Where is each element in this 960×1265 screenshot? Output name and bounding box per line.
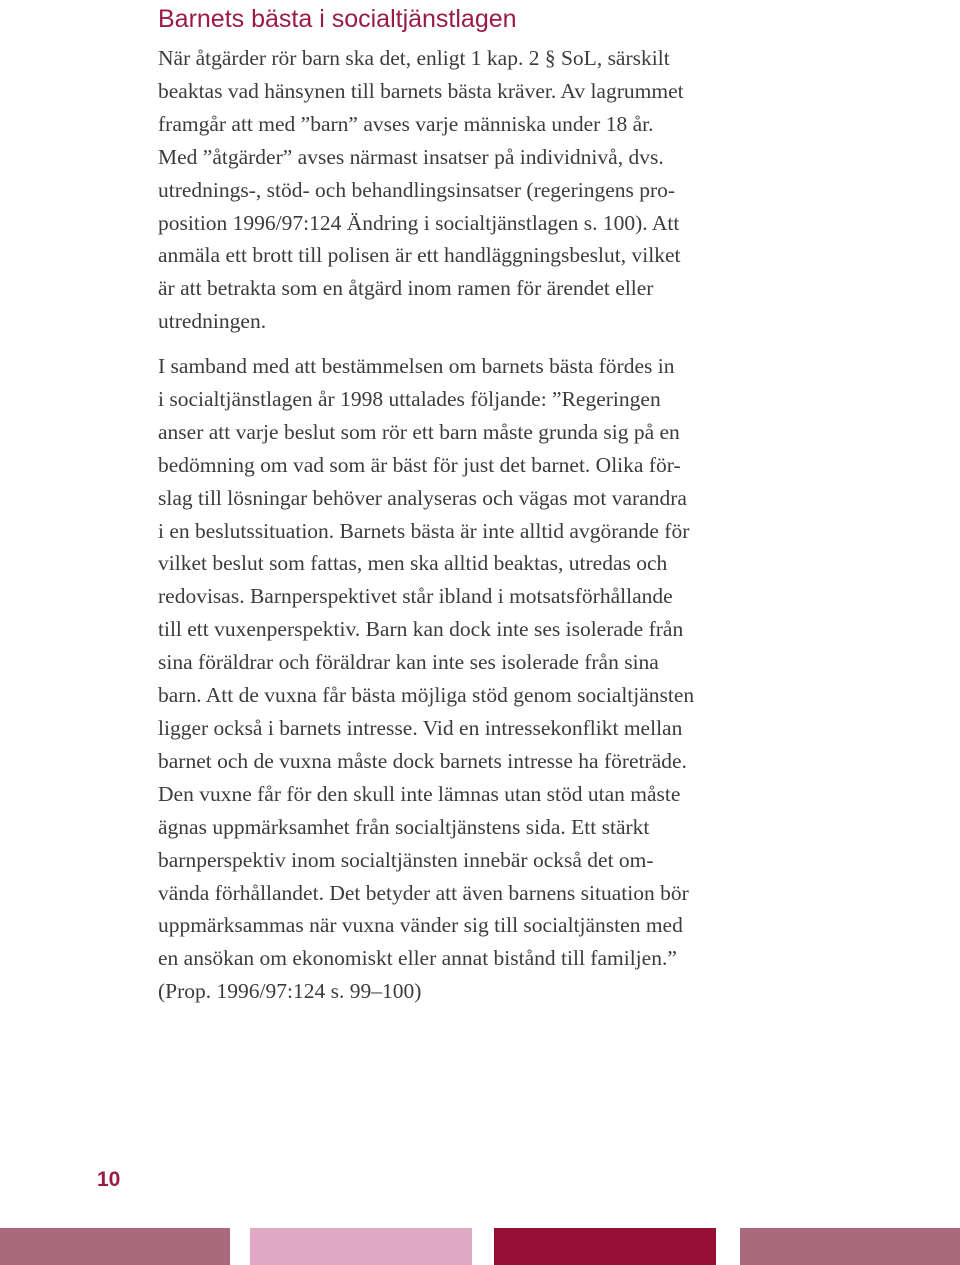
text-line: anser att varje beslut som rör ett barn måste grunda sig på en [158,419,680,444]
text-line: till ett vuxenperspektiv. Barn kan dock inte ses isolerade från [158,617,684,642]
text-line: uppmärksammas när vuxna vänder sig till socialtjänsten med [158,913,683,938]
text-line: sina föräldrar och föräldrar kan inte ses isolerade från sina [158,650,659,675]
text-line: framgår att med ”barn” avses varje människa under 18 år. [158,111,654,136]
text-line: bedömning om vad som är bäst för just det barnet. Olika för- [158,452,681,477]
text-line: (Prop. 1996/97:124 s. 99–100) [158,979,422,1004]
section-heading: Barnets bästa i socialtjänstlagen [158,5,517,33]
page-number: 10 [97,1168,121,1191]
text-line: utrednings-, stöd- och behandlingsinsatser (regeringens pro- [158,177,676,202]
footer-color-bar [740,1228,960,1265]
text-line: slag till lösningar behöver analyseras och vägas mot varandra [158,485,687,510]
footer-color-bar [0,1228,230,1265]
text-line: en ansökan om ekonomiskt eller annat bistånd till familjen.” [158,946,677,971]
text-line: redovisas. Barnperspektivet står ibland i motsatsförhållande [158,584,673,609]
text-line: I samband med att bestämmelsen om barnets bästa fördes in [158,354,675,378]
text-line: Med ”åtgärder” avses närmast insatser på individnivå, dvs. [158,144,664,169]
text-line: När åtgärder rör barn ska det, enligt 1 kap. 2 § SoL, särskilt [158,46,670,70]
text-line: i socialtjänstlagen år 1998 uttalades följande: ”Regeringen [158,386,661,411]
text-line: utredningen. [158,309,267,334]
text-line: beaktas vad hänsynen till barnets bästa kräver. Av lagrummet [158,78,684,103]
text-line: anmäla ett brott till polisen är ett handläggningsbeslut, vilket [158,243,681,268]
text-line: position 1996/97:124 Ändring i socialtjänstlagen s. 100). Att [158,210,680,235]
text-line: barn. Att de vuxna får bästa möjliga stöd genom socialtjänsten [158,683,695,708]
footer-color-bar [250,1228,472,1265]
text-line: Den vuxne får för den skull inte lämnas utan stöd utan måste [158,781,681,806]
text-line: vända förhållandet. Det betyder att även barnens situation bör [158,880,689,905]
paragraph-intro [158,42,818,338]
text-line: ligger också i barnets intresse. Vid en intressekonflikt mellan [158,715,683,740]
paragraph-quote [158,350,818,1008]
text-line: barnet och de vuxna måste dock barnets intresse ha företräde. [158,748,687,773]
text-line: barnperspektiv inom socialtjänsten innebär också det om- [158,847,654,872]
text-line: är att betrakta som en åtgärd inom ramen för ärendet eller [158,276,654,301]
footer-color-bar [494,1228,716,1265]
text-line: ägnas uppmärksamhet från socialtjänstens sida. Ett stärkt [158,814,650,839]
text-line: i en beslutssituation. Barnets bästa är inte alltid avgörande för [158,518,690,543]
text-line: vilket beslut som fattas, men ska alltid beaktas, utredas och [158,551,668,576]
